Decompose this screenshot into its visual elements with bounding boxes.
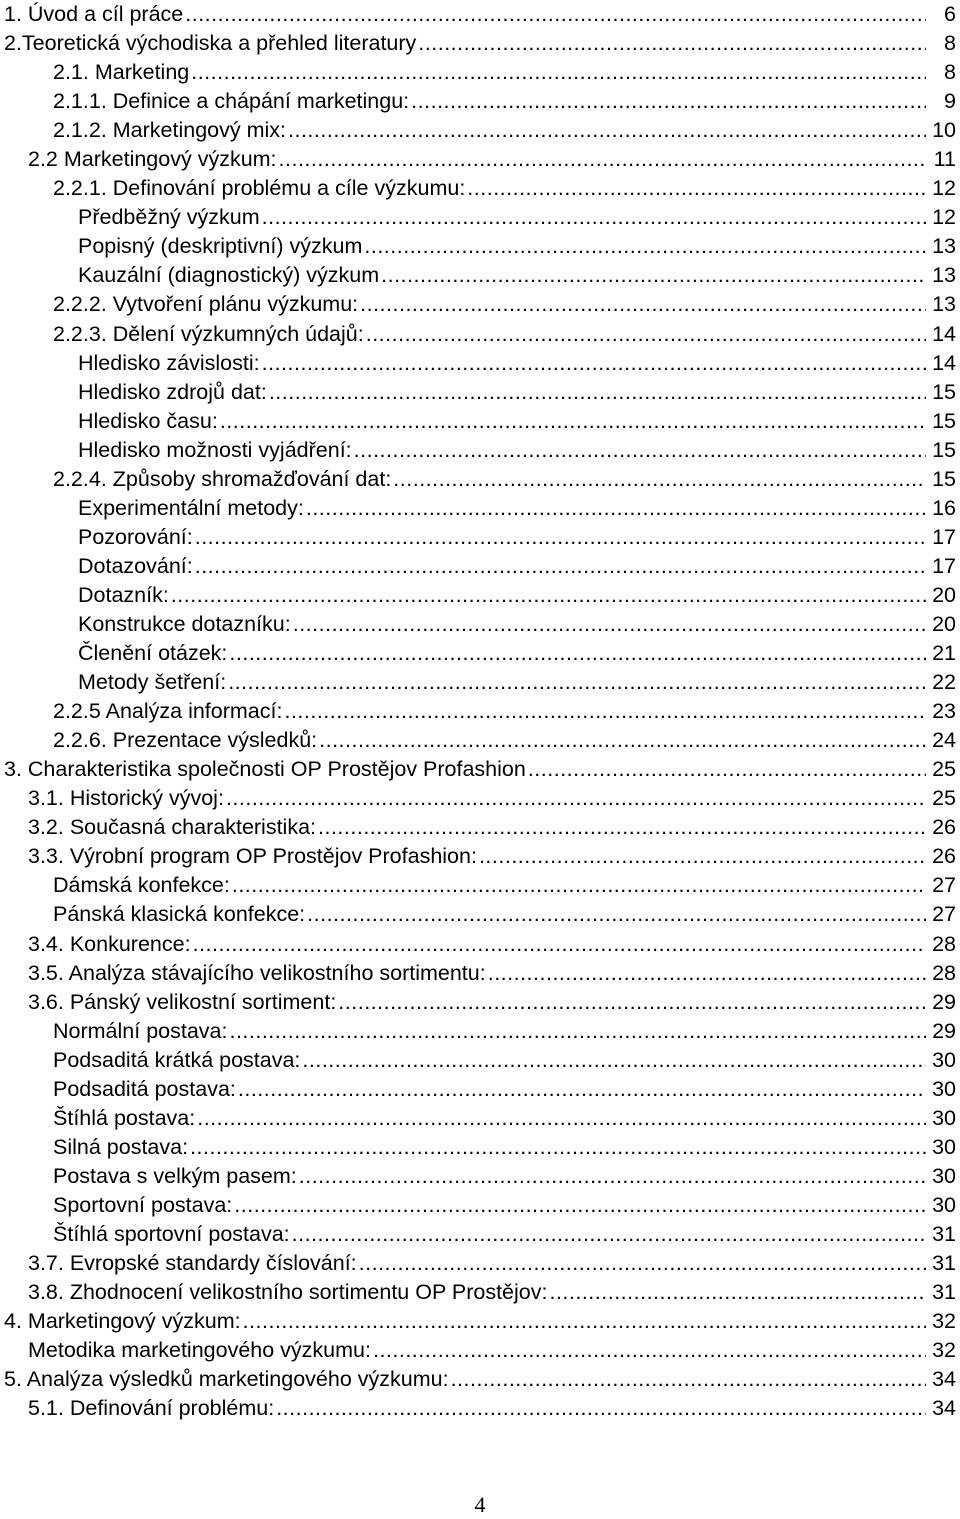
toc-entry-page: 28 xyxy=(932,960,956,985)
toc-entry xyxy=(0,1336,958,1365)
toc-entry-page: 20 xyxy=(932,611,956,636)
toc-dot-leader xyxy=(381,261,926,290)
toc-dot-leader xyxy=(373,1336,926,1365)
toc-dot-leader xyxy=(488,959,926,988)
toc-dot-leader xyxy=(549,1278,926,1307)
toc-entry-title: Silná postava: xyxy=(53,1134,189,1159)
toc-dot-leader xyxy=(288,116,926,145)
toc-entry-page: 31 xyxy=(932,1251,956,1276)
toc-entry xyxy=(0,726,958,755)
toc-entry xyxy=(0,1249,958,1278)
toc-entry-title: Podsaditá krátká postava: xyxy=(53,1047,301,1072)
toc-entry xyxy=(0,436,958,465)
toc-entry xyxy=(0,494,958,523)
toc-entry xyxy=(0,930,958,959)
toc-entry-page: 8 xyxy=(944,31,956,56)
toc-dot-leader xyxy=(354,436,926,465)
toc-dot-leader xyxy=(229,639,926,668)
toc-dot-leader xyxy=(293,610,926,639)
toc-entry xyxy=(0,1133,958,1162)
toc-dot-leader xyxy=(360,290,926,319)
toc-entry xyxy=(0,465,958,494)
toc-entry-page: 16 xyxy=(932,495,956,520)
toc-entry-page: 30 xyxy=(932,1192,956,1217)
toc-entry xyxy=(0,1307,958,1336)
toc-entry xyxy=(0,407,958,436)
toc-entry xyxy=(0,581,958,610)
toc-entry xyxy=(0,58,958,87)
toc-entry-page: 13 xyxy=(932,263,956,288)
toc-entry-title: Hledisko závislosti: xyxy=(78,350,260,375)
toc-entry-title: 3.2. Současná charakteristika: xyxy=(28,815,317,840)
toc-entry-page: 17 xyxy=(932,524,956,549)
toc-dot-leader xyxy=(195,552,926,581)
toc-entry-title: 3.4. Konkurence: xyxy=(28,931,191,956)
toc-entry-title: 2.1.2. Marketingový mix: xyxy=(53,118,287,143)
toc-entry xyxy=(0,959,958,988)
toc-entry-title: 2.Teoretická východiska a přehled literatury xyxy=(4,31,417,56)
toc-entry-page: 13 xyxy=(932,234,956,259)
toc-entry xyxy=(0,1017,958,1046)
toc-entry-page: 28 xyxy=(932,931,956,956)
toc-dot-leader xyxy=(292,1220,926,1249)
toc-entry-title: 5. Analýza výsledků marketingového výzkumu: xyxy=(4,1367,449,1392)
toc-entry xyxy=(0,988,958,1017)
toc-entry xyxy=(0,378,958,407)
toc-entry xyxy=(0,203,958,232)
toc-dot-leader xyxy=(232,871,926,900)
toc-entry-page: 31 xyxy=(932,1280,956,1305)
toc-dot-leader xyxy=(262,203,926,232)
toc-dot-leader xyxy=(366,320,926,349)
toc-entry-page: 6 xyxy=(944,2,956,26)
page-number: 4 xyxy=(474,1492,486,1517)
toc-entry-page: 29 xyxy=(932,1018,956,1043)
toc-dot-leader xyxy=(195,523,926,552)
toc-entry-title: 3.5. Analýza stávajícího velikostního sortimentu: xyxy=(28,960,486,985)
toc-entry-page: 34 xyxy=(932,1396,956,1421)
toc-entry-page: 14 xyxy=(932,321,956,346)
toc-entry-title: 2.2 Marketingový výzkum: xyxy=(28,147,277,172)
toc-dot-leader xyxy=(191,58,926,87)
toc-entry xyxy=(0,87,958,116)
toc-entry-page: 13 xyxy=(932,292,956,317)
toc-entry-page: 25 xyxy=(932,757,956,782)
toc-entry xyxy=(0,1365,958,1394)
toc-entry-title: Hledisko zdrojů dat: xyxy=(78,379,267,404)
toc-dot-leader xyxy=(467,174,926,203)
toc-entry xyxy=(0,1191,958,1220)
toc-entry-title: Předběžný výzkum xyxy=(78,205,260,230)
toc-entry-page: 32 xyxy=(932,1338,956,1363)
toc-entry-page: 30 xyxy=(932,1076,956,1101)
toc-dot-leader xyxy=(262,349,926,378)
toc-entry-page: 34 xyxy=(932,1367,956,1392)
toc-dot-leader xyxy=(359,1249,926,1278)
toc-entry-title: Hledisko možnosti vyjádření: xyxy=(78,437,352,462)
toc-entry xyxy=(0,0,958,29)
toc-entry xyxy=(0,813,958,842)
toc-entry-title: Hledisko času: xyxy=(78,408,218,433)
toc-entry-title: 3. Charakteristika společnosti OP Prostějov Profashion xyxy=(4,757,526,782)
toc-entry xyxy=(0,1394,958,1423)
toc-dot-leader xyxy=(319,726,926,755)
toc-dot-leader xyxy=(243,1307,926,1336)
toc-entry-title: 2.2.4. Způsoby shromažďování dat: xyxy=(53,466,392,491)
toc-entry-page: 31 xyxy=(932,1221,956,1246)
toc-dot-leader xyxy=(318,813,926,842)
toc-entry-page: 32 xyxy=(932,1309,956,1334)
toc-entry xyxy=(0,261,958,290)
toc-entry-title: Popisný (deskriptivní) výzkum xyxy=(78,234,363,259)
toc-entry-page: 21 xyxy=(932,641,956,666)
toc-entry-page: 12 xyxy=(932,205,956,230)
toc-entry-page: 22 xyxy=(932,670,956,695)
toc-entry-page: 24 xyxy=(932,728,956,753)
toc-dot-leader xyxy=(171,581,926,610)
toc-entry-title: 2.2.1. Definování problému a cíle výzkumu: xyxy=(53,176,466,201)
toc-entry xyxy=(0,610,958,639)
toc-entry xyxy=(0,639,958,668)
toc-entry-page: 11 xyxy=(933,147,956,172)
toc-entry xyxy=(0,29,958,58)
toc-entry-title: Konstrukce dotazníku: xyxy=(78,611,291,636)
toc-dot-leader xyxy=(299,1162,926,1191)
toc-dot-leader xyxy=(226,784,926,813)
toc-entry-page: 25 xyxy=(932,786,956,811)
toc-entry-title: 3.8. Zhodnocení velikostního sortimentu OP Prostějov: xyxy=(28,1280,548,1305)
toc-dot-leader xyxy=(364,232,926,261)
toc-entry xyxy=(0,1220,958,1249)
toc-entry xyxy=(0,842,958,871)
toc-dot-leader xyxy=(276,1394,926,1423)
toc-dot-leader xyxy=(418,29,926,58)
toc-entry xyxy=(0,755,958,784)
toc-entry xyxy=(0,145,958,174)
toc-entry-page: 29 xyxy=(932,989,956,1014)
toc-entry-page: 26 xyxy=(932,844,956,869)
toc-entry-page: 30 xyxy=(932,1047,956,1072)
toc-entry-page: 30 xyxy=(932,1163,956,1188)
toc-entry xyxy=(0,1104,958,1133)
toc-entry-title: Dámská konfekce: xyxy=(53,873,230,898)
toc-dot-leader xyxy=(306,494,926,523)
toc-dot-leader xyxy=(234,1191,926,1220)
toc-entry xyxy=(0,1046,958,1075)
toc-entry-title: 3.3. Výrobní program OP Prostějov Profashion: xyxy=(28,844,477,869)
toc-entry-page: 14 xyxy=(932,350,956,375)
toc-dot-leader xyxy=(238,1075,926,1104)
toc-dot-leader xyxy=(302,1046,926,1075)
toc-dot-leader xyxy=(528,755,926,784)
toc-entry-page: 27 xyxy=(932,902,956,927)
toc-dot-leader xyxy=(229,1017,926,1046)
toc-dot-leader xyxy=(190,1133,926,1162)
toc-entry xyxy=(0,668,958,697)
toc-entry-title: Členění otázek: xyxy=(78,641,228,666)
toc-entry-title: 2.1.1. Definice a chápání marketingu: xyxy=(53,89,410,114)
toc-entry-title: 2.1. Marketing xyxy=(53,60,190,85)
toc-dot-leader xyxy=(307,900,926,929)
toc-entry-page: 23 xyxy=(932,699,956,724)
toc-entry-title: 4. Marketingový výzkum: xyxy=(4,1309,241,1334)
toc-entry xyxy=(0,349,958,378)
toc-entry-page: 8 xyxy=(944,60,956,85)
toc-dot-leader xyxy=(338,988,926,1017)
toc-entry-title: Metody šetření: xyxy=(78,670,227,695)
toc-entry-title: 3.7. Evropské standardy číslování: xyxy=(28,1251,357,1276)
toc-entry-title: 2.2.3. Dělení výzkumných údajů: xyxy=(53,321,364,346)
toc-entry-page: 27 xyxy=(932,873,956,898)
toc-entry xyxy=(0,1162,958,1191)
toc-entry-title: Pánská klasická konfekce: xyxy=(53,902,306,927)
toc-entry xyxy=(0,1075,958,1104)
toc-entry-title: 2.2.2. Vytvoření plánu výzkumu: xyxy=(53,292,359,317)
toc-entry-page: 17 xyxy=(932,553,956,578)
toc-dot-leader xyxy=(193,930,926,959)
toc-entry-page: 9 xyxy=(944,89,956,114)
toc-entry xyxy=(0,552,958,581)
toc-dot-leader xyxy=(279,145,926,174)
toc-entry-title: 2.2.6. Prezentace výsledků: xyxy=(53,728,318,753)
toc-entry-title: Experimentální metody: xyxy=(78,495,304,520)
toc-entry xyxy=(0,116,958,145)
toc-dot-leader xyxy=(185,0,926,29)
toc-entry-title: Dotazník: xyxy=(78,582,169,607)
toc-entry-title: 5.1. Definování problému: xyxy=(28,1396,275,1421)
toc-dot-leader xyxy=(479,842,926,871)
toc-entry-title: Štíhlá postava: xyxy=(53,1105,196,1130)
toc-entry-page: 12 xyxy=(932,176,956,201)
toc-entry-page: 30 xyxy=(932,1134,956,1159)
toc-entry-title: Postava s velkým pasem: xyxy=(53,1163,297,1188)
toc-entry-title: Dotazování: xyxy=(78,553,193,578)
toc-dot-leader xyxy=(220,407,926,436)
toc-entry xyxy=(0,900,958,929)
toc-entry-title: Sportovní postava: xyxy=(53,1192,233,1217)
toc-dot-leader xyxy=(197,1104,926,1133)
toc-dot-leader xyxy=(393,465,926,494)
toc-entry-title: Metodika marketingového výzkumu: xyxy=(28,1338,371,1363)
toc-entry xyxy=(0,1278,958,1307)
toc-entry-title: Štíhlá sportovní postava: xyxy=(53,1221,290,1246)
toc-dot-leader xyxy=(284,697,926,726)
toc-entry-title: 2.2.5 Analýza informací: xyxy=(53,699,283,724)
toc-entry xyxy=(0,784,958,813)
toc-entry-title: Normální postava: xyxy=(53,1018,228,1043)
toc-entry-title: Kauzální (diagnostický) výzkum xyxy=(78,263,380,288)
toc-dot-leader xyxy=(269,378,926,407)
toc-entry xyxy=(0,232,958,261)
toc-entry xyxy=(0,174,958,203)
toc-entry-page: 15 xyxy=(932,408,956,433)
toc-dot-leader xyxy=(451,1365,926,1394)
toc-entry-page: 26 xyxy=(932,815,956,840)
toc-entry xyxy=(0,697,958,726)
toc-entry-title: 3.1. Historický vývoj: xyxy=(28,786,224,811)
toc-entry-page: 15 xyxy=(932,437,956,462)
toc-entry-title: 1. Úvod a cíl práce xyxy=(4,2,184,26)
toc-entry-page: 10 xyxy=(932,118,956,143)
toc-entry xyxy=(0,523,958,552)
toc-entry-page: 15 xyxy=(932,379,956,404)
toc-entry-title: Podsaditá postava: xyxy=(53,1076,236,1101)
toc-entry-page: 20 xyxy=(932,582,956,607)
toc-dot-leader xyxy=(228,668,926,697)
toc-entry-page: 15 xyxy=(932,466,956,491)
toc-entry-title: 3.6. Pánský velikostní sortiment: xyxy=(28,989,337,1014)
toc-entry xyxy=(0,290,958,319)
toc-dot-leader xyxy=(411,87,926,116)
toc-entry-title: Pozorování: xyxy=(78,524,193,549)
toc-entry xyxy=(0,320,958,349)
toc-entry xyxy=(0,871,958,900)
toc-entry-page: 30 xyxy=(932,1105,956,1130)
